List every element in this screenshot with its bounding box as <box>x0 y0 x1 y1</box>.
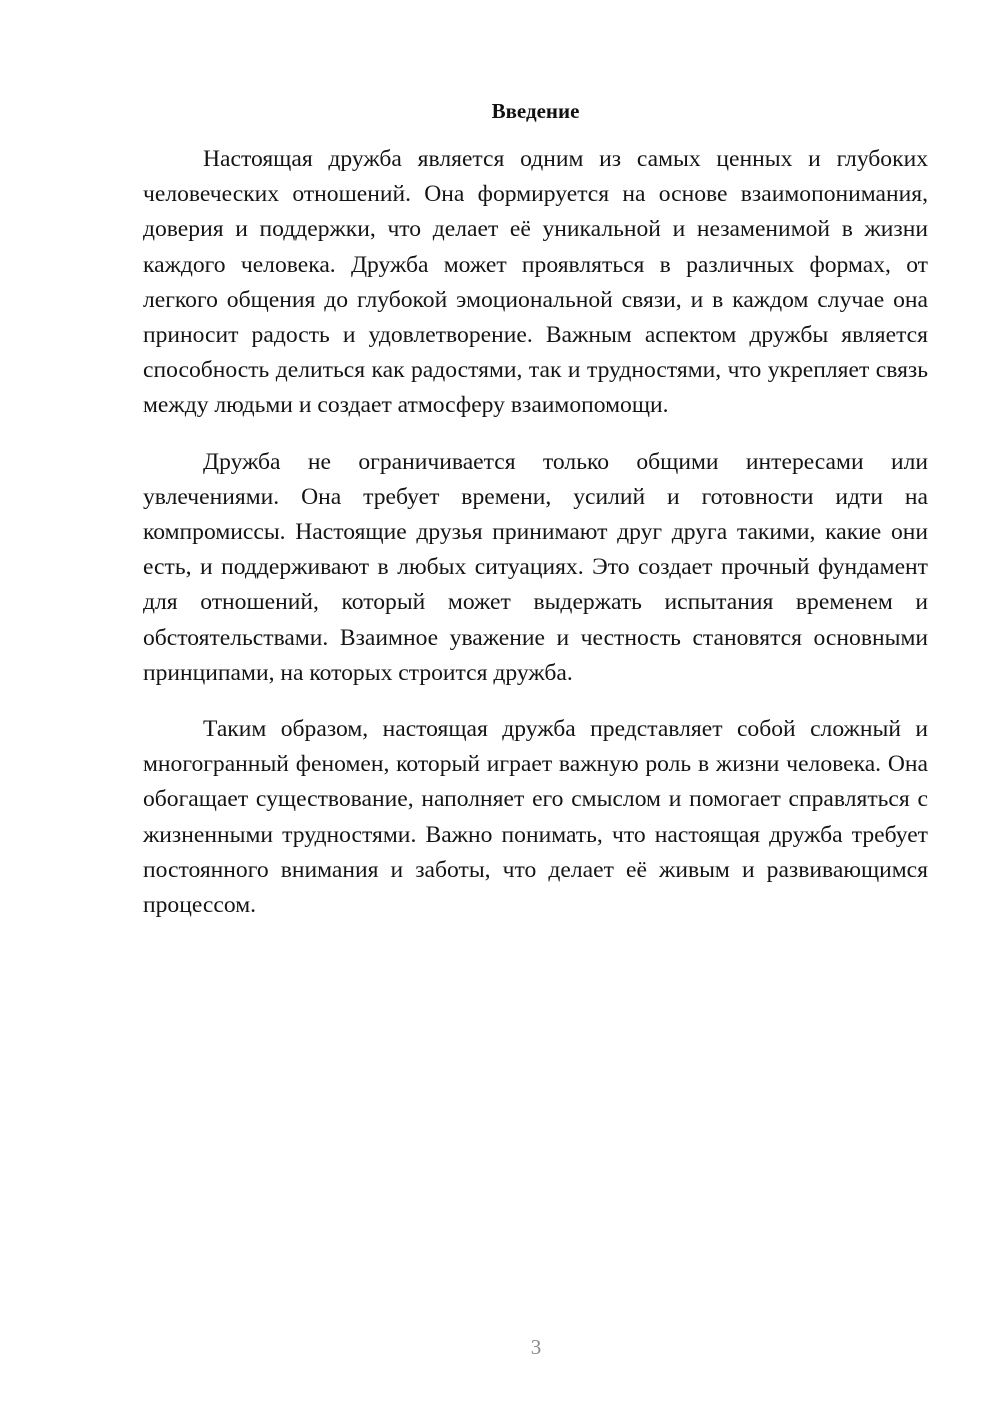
paragraph-1: Настоящая дружба является одним из самых ценных и глубоких человеческих отношений. Она формируется на основе взаимопонимания, доверия и поддержки, что делает её уникальной и незаменимой в жизни каждого человека. Дружба может проявляться в различных формах, от легкого общения до глубокой эмоциональной связи, и в каждом случае она приносит радость и удовлетворение. Важным аспектом дружбы является способность делиться как радостями, так и трудностями, что укрепляет связь между людьми и создает атмосферу взаимопомощи. <box>143 146 928 419</box>
paragraph-3: Таким образом, настоящая дружба представляет собой сложный и многогранный феномен, который играет важную роль в жизни человека. Она обогащает существование, наполняет его смыслом и помогает справляться с жизненными трудностями. Важно понимать, что настоящая дружба требует постоянного внимания и заботы, что делает её живым и развивающимся процессом. <box>143 716 928 919</box>
document-body <box>143 142 928 944</box>
paragraph-2: Дружба не ограничивается только общими интересами или увлечениями. Она требует времени, усилий и готовности идти на компромиссы. Настоящие друзья принимают друг друга такими, какие они есть, и поддерживают в любых ситуациях. Это создает прочный фундамент для отношений, который может выдержать испытания временем и обстоятельствами. Взаимное уважение и честность становятся основными принципами, на которых строится дружба. <box>143 448 928 686</box>
section-heading: Введение <box>491 99 580 123</box>
page-number: 3 <box>530 1335 542 1359</box>
